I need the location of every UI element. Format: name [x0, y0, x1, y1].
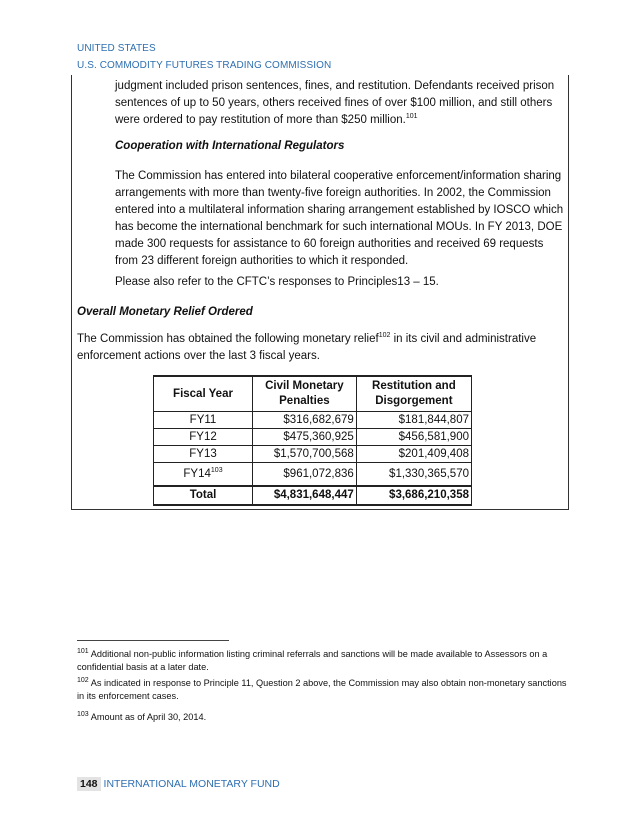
table-row [154, 429, 472, 446]
page-number: 148 [77, 777, 101, 791]
paragraph-principles-ref: Please also refer to the CFTC’s responses to Principles13 – 15. [115, 276, 439, 288]
header-restitution: Restitution and Disgorgement [356, 376, 471, 412]
footer-org: INTERNATIONAL MONETARY FUND [103, 778, 280, 790]
heading-cooperation: Cooperation with International Regulators [115, 140, 345, 152]
row-restitution: $201,409,408 [356, 446, 471, 463]
row-civil: $1,570,700,568 [253, 446, 357, 463]
row-civil: $475,360,925 [253, 429, 357, 446]
footnote-102: $^{102}$ As indicated in response to Principle 11, Question 2 above, the Commission may also obtain non-monetary sanctions in its enforcement cases. [77, 676, 567, 701]
heading-monetary-relief: Overall Monetary Relief Ordered [77, 306, 253, 318]
table-row [154, 463, 472, 487]
footnote-ref-101: 101 [405, 113, 418, 121]
paragraph-monetary-relief: The Commission has obtained the following monetary relief$^{102}$ in its civil and administrative enforcement actions over the last 3 fiscal years. [77, 332, 537, 362]
footnote-103: $^{103}$ Amount as of April 30, 2014. [77, 710, 207, 722]
table-total-row [154, 486, 472, 505]
header-agency: U.S. COMMODITY FUTURES TRADING COMMISSION [77, 60, 332, 71]
page-footer [77, 778, 280, 790]
header-fiscal-year: Fiscal Year [154, 376, 253, 412]
table-row [154, 412, 472, 429]
row-civil: $961,072,836 [253, 463, 357, 487]
monetary-relief-table [153, 375, 472, 506]
total-civil: $4,831,648,447 [253, 486, 357, 505]
total-restitution: $3,686,210,358 [356, 486, 471, 505]
footnote-divider [77, 640, 229, 641]
footnote-ref-102: 102 [378, 332, 391, 340]
row-year: FY11 [154, 412, 253, 429]
row-restitution: $181,844,807 [356, 412, 471, 429]
header-civil-penalties: Civil Monetary Penalties [253, 376, 357, 412]
total-label: Total [154, 486, 253, 505]
table-row [154, 446, 472, 463]
table-header-row [154, 376, 472, 412]
footnote-ref-103: 103 [210, 467, 223, 475]
row-civil: $316,682,679 [253, 412, 357, 429]
header-country: UNITED STATES [77, 43, 156, 54]
paragraph-cooperation: The Commission has entered into bilateral cooperative enforcement/information sharing arrangements with more than twenty-five foreign authorities. In 2002, the Commission entered into a multilateral information sharing arrangement established by IOSCO which has become the international benchmark for such international MOUs. In FY 2013, DOE made 300 requests for assistance to 60 foreign authorities and received 69 requests from 23 different foreign authorities to which it responded. [115, 170, 564, 267]
row-year: FY12 [154, 429, 253, 446]
row-year: FY13 [154, 446, 253, 463]
footnote-101: $^{101}$ Additional non-public information listing criminal referrals and sanctions will be made available to Assessors on a confidential basis at a later date. [77, 647, 548, 672]
row-restitution: $456,581,900 [356, 429, 471, 446]
row-restitution: $1,330,365,570 [356, 463, 471, 487]
paragraph-judgment: judgment included prison sentences, fines, and restitution. Defendants received prison sentences of up to 50 years, others received fines of over $100 million, and still others were ordered to pay restitution of more than $250 million.$^{101}$ [115, 80, 555, 126]
row-year: $FY14^{103}$ [154, 463, 253, 487]
